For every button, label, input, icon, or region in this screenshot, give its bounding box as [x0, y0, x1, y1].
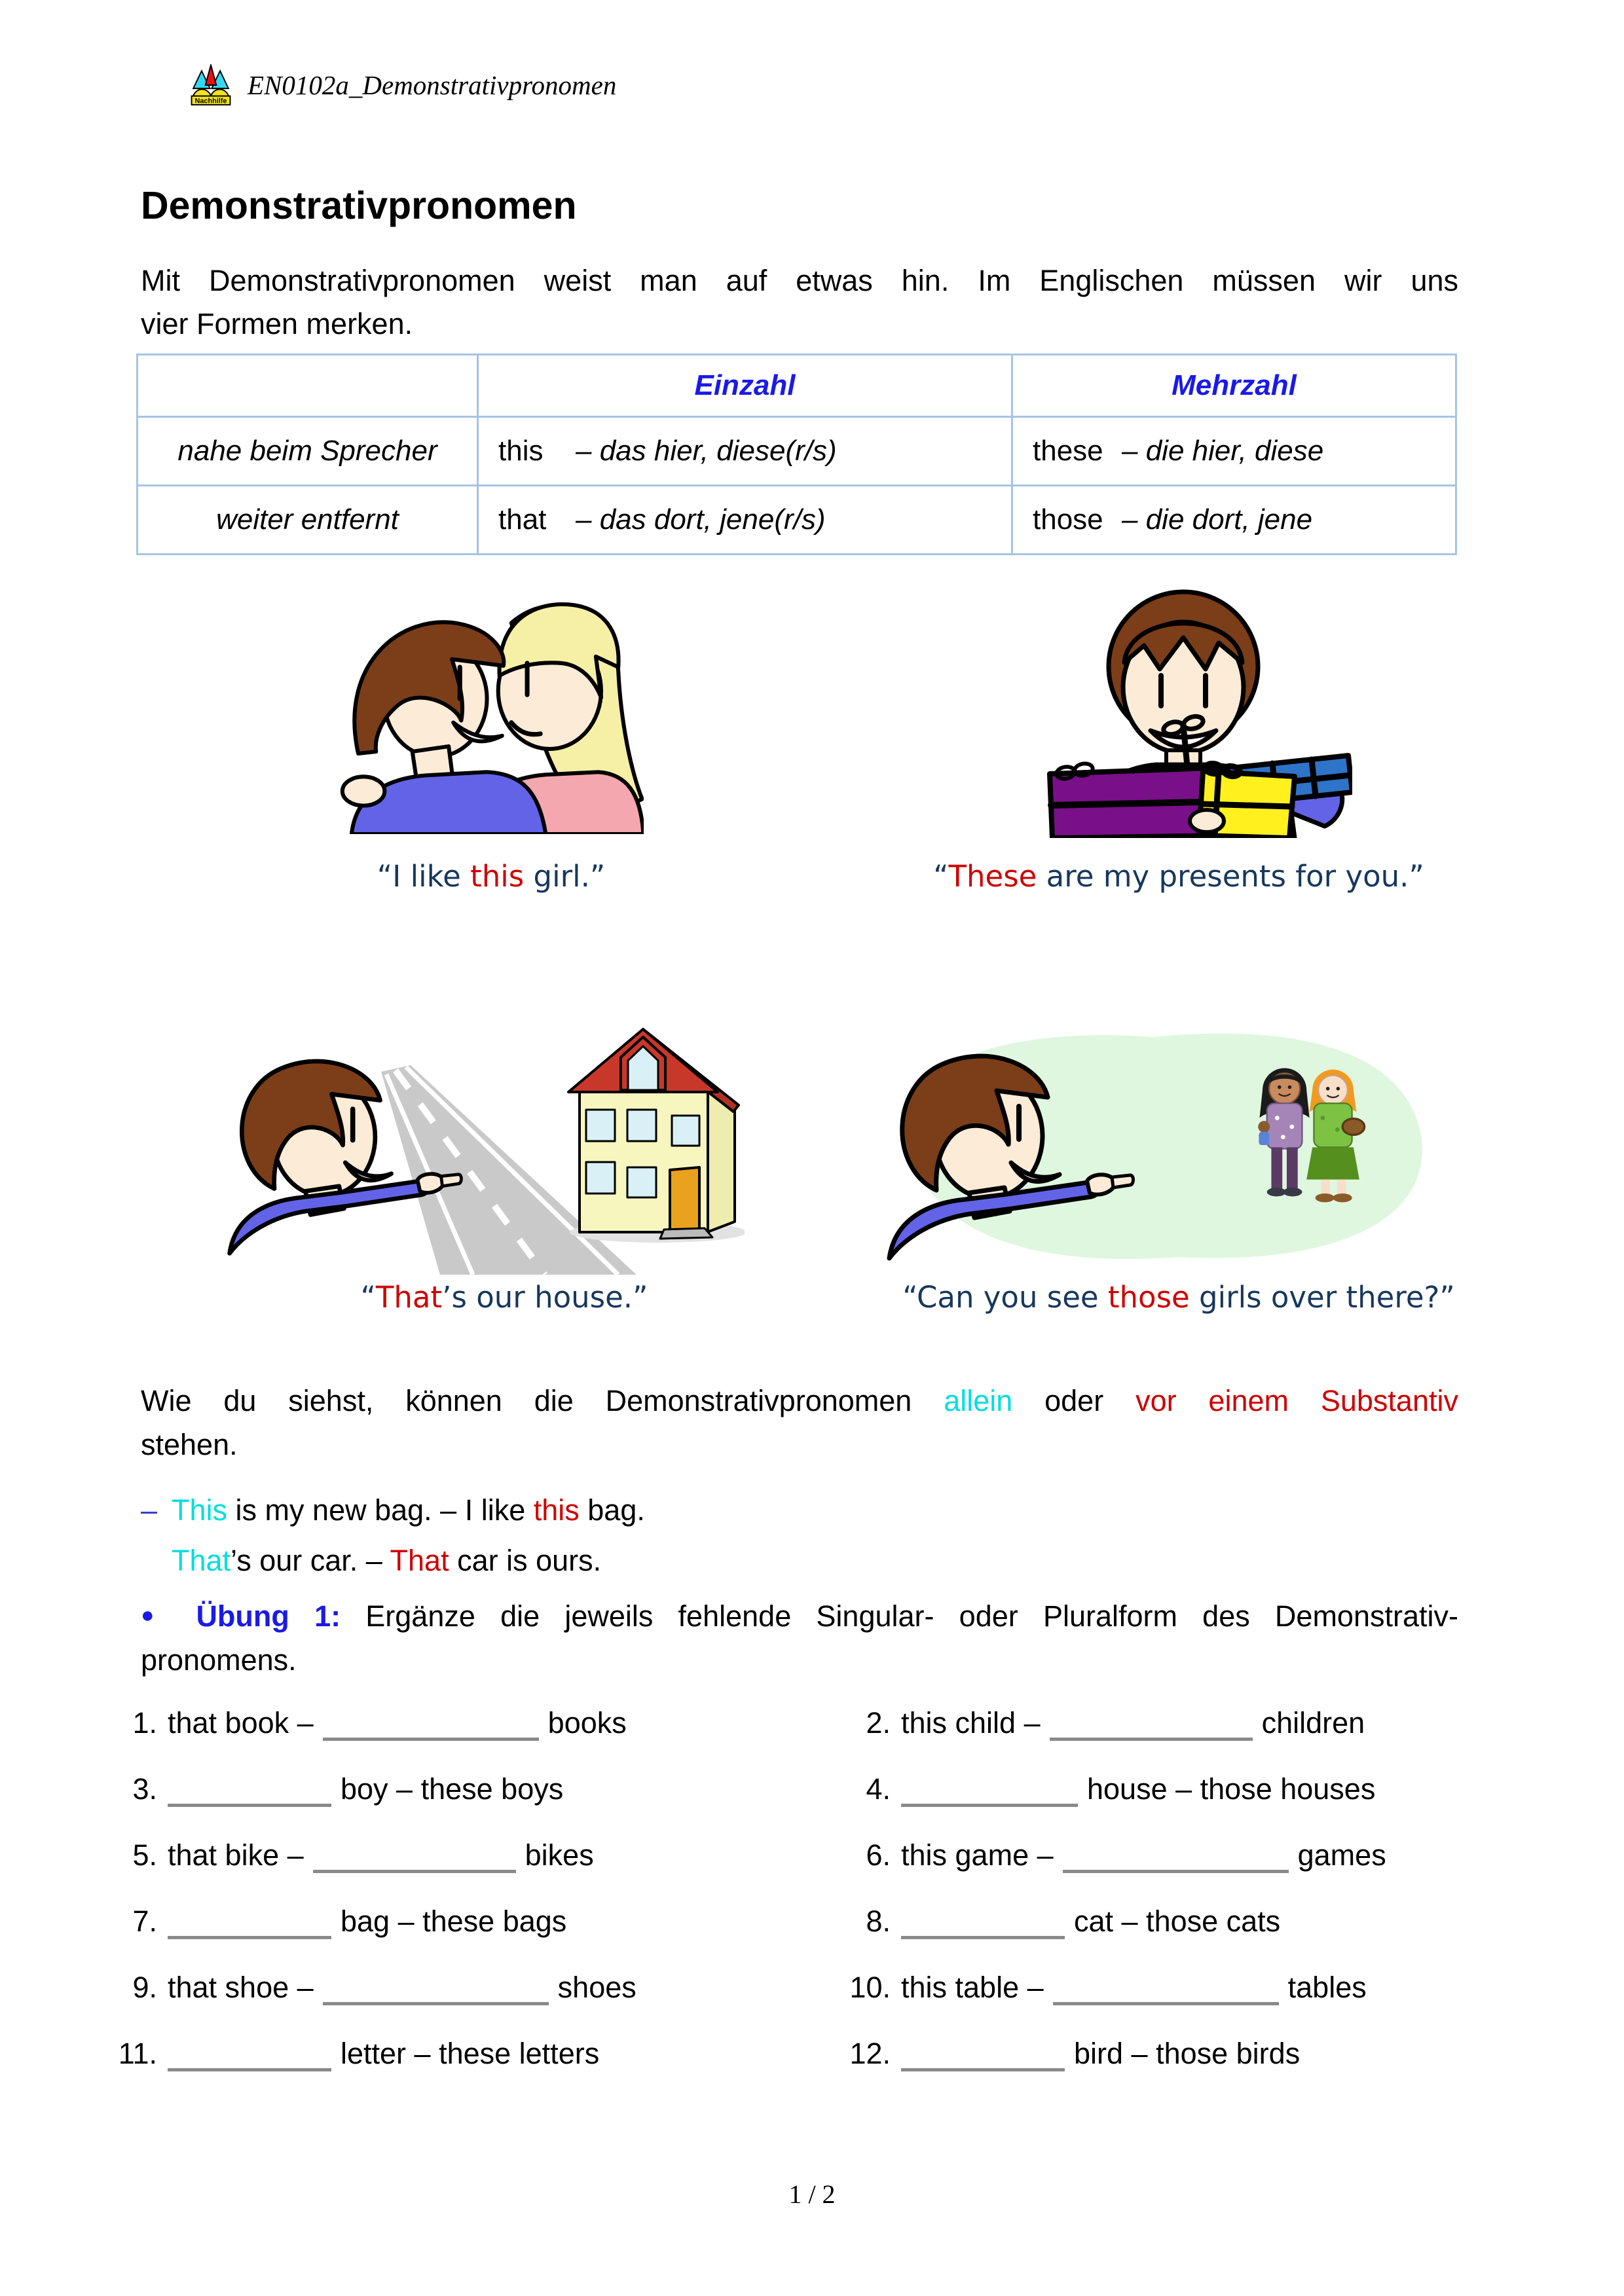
exercise-item: 9. that shoe – shoes: [132, 1971, 637, 2004]
answer-blank: [901, 1912, 1065, 1939]
table-corner-cell: [138, 355, 478, 417]
highlighted-pronoun: this: [470, 859, 525, 894]
caption-those-girls: “Can you see those girls over there?”: [902, 1280, 1455, 1315]
exercise-list: [97, 1706, 1551, 2071]
exercise-item: 11. letter – these letters: [118, 2037, 600, 2070]
pronoun-de: – die dort, jene: [1122, 503, 1313, 536]
illustration-couple: [313, 587, 644, 834]
highlighted-pronoun: These: [948, 859, 1037, 894]
answer-blank: [323, 1978, 549, 2005]
exercise-item: 3. boy – these boys: [132, 1772, 564, 1806]
illustration-house: [217, 1011, 745, 1275]
intro-line1: Mit Demonstrativpronomen weist man auf etwas hin. Im Englischen müssen wir uns: [141, 264, 1458, 297]
answer-blank: [168, 1780, 331, 1807]
highlighted-pronoun: That: [375, 1280, 443, 1315]
explanation-paragraph: [141, 1379, 1458, 1467]
page-title: Demonstrativpronomen: [141, 184, 577, 227]
answer-blank: [168, 1912, 331, 1939]
pronoun-de: – das hier, diese(r/s): [576, 435, 837, 467]
exercise-heading: [141, 1594, 1458, 1682]
answer-blank: [168, 2045, 331, 2071]
nachhilfe-logo: [190, 64, 232, 106]
table-row: [138, 417, 1456, 486]
cell-that: [478, 486, 1012, 555]
pronoun-de: – die hier, diese: [1122, 435, 1324, 467]
exercise-item: 1. that book – books: [132, 1706, 627, 1740]
pronoun-en: that: [498, 503, 547, 536]
exercise-intro-line2: pronomens.: [141, 1643, 297, 1677]
house: [568, 1029, 745, 1243]
illustration-those-girls: [871, 1008, 1434, 1271]
exercise-intro-line1: ● Übung 1: Ergänze die jeweils fehlende Singular- oder Pluralform des Demonstrativ-: [141, 1599, 1458, 1633]
example-line1: – This is my new bag. – I like this bag.: [141, 1493, 645, 1527]
answer-blank: [1053, 1978, 1279, 2005]
highlight-allein: allein: [944, 1384, 1013, 1417]
logo-text: Nachhilfe: [194, 97, 227, 105]
caption-these-presents: “These are my presents for you.”: [933, 859, 1424, 894]
explanation-line2: stehen.: [141, 1428, 238, 1461]
answer-blank: [313, 1846, 516, 1873]
pronoun-en: those: [1033, 503, 1103, 536]
pronoun-de: – das dort, jene(r/s): [576, 503, 826, 536]
exercise-item: 8. cat – those cats: [866, 1904, 1281, 1938]
table-row: [138, 486, 1456, 555]
header-singular: Einzahl: [478, 355, 1012, 417]
answer-blank: [323, 1714, 539, 1741]
answer-blank: [1050, 1714, 1253, 1741]
page-header: [190, 64, 616, 106]
exercise-item: 7. bag – these bags: [132, 1904, 567, 1938]
exercise-item: 10. this table – tables: [849, 1971, 1367, 2004]
boy-hand: [1190, 810, 1224, 832]
intro-paragraph: [141, 259, 1458, 346]
cell-this: [478, 417, 1012, 486]
cell-these: [1012, 417, 1456, 486]
answer-blank: [1063, 1846, 1289, 1873]
exercise-item: 5. that bike – bikes: [132, 1838, 594, 1872]
caption-this-girl: “I like this girl.”: [377, 859, 606, 894]
explanation-line1: Wie du siehst, können die Demonstrativpronomen allein oder vor einem Substantiv: [141, 1384, 1458, 1417]
cell-those: [1012, 486, 1456, 555]
exercise-item: 2. this child – children: [866, 1706, 1365, 1740]
exercise-label: Übung 1:: [196, 1599, 341, 1633]
answer-blank: [901, 1780, 1078, 1807]
row-label: nahe beim Sprecher: [138, 417, 478, 486]
illustration-presents: [1012, 570, 1352, 838]
page-number: 1 / 2: [788, 2179, 836, 2209]
exercise-item: 12. bird – those birds: [849, 2037, 1301, 2070]
header-plural: Mehrzahl: [1012, 355, 1456, 417]
pronoun-en: this: [498, 435, 544, 467]
pronoun-table: [136, 354, 1457, 555]
list-dash: –: [141, 1493, 158, 1527]
pronoun-en: these: [1033, 435, 1103, 467]
caption-that-house: “That’s our house.”: [360, 1280, 648, 1315]
intro-line2: vier Formen merken.: [141, 307, 413, 340]
document-code: EN0102a_Demonstrativpronomen: [248, 70, 617, 100]
exercise-item: 6. this game – games: [866, 1838, 1386, 1872]
bullet-icon: ●: [141, 1603, 172, 1628]
answer-blank: [901, 2045, 1065, 2071]
row-label: weiter entfernt: [138, 486, 478, 555]
exercise-item: 4. house – those houses: [866, 1772, 1376, 1806]
highlighted-pronoun: those: [1107, 1280, 1190, 1315]
highlight-substantiv: vor einem Substantiv: [1135, 1384, 1458, 1417]
example-line2: That’s our car. – That car is ours.: [172, 1544, 602, 1577]
